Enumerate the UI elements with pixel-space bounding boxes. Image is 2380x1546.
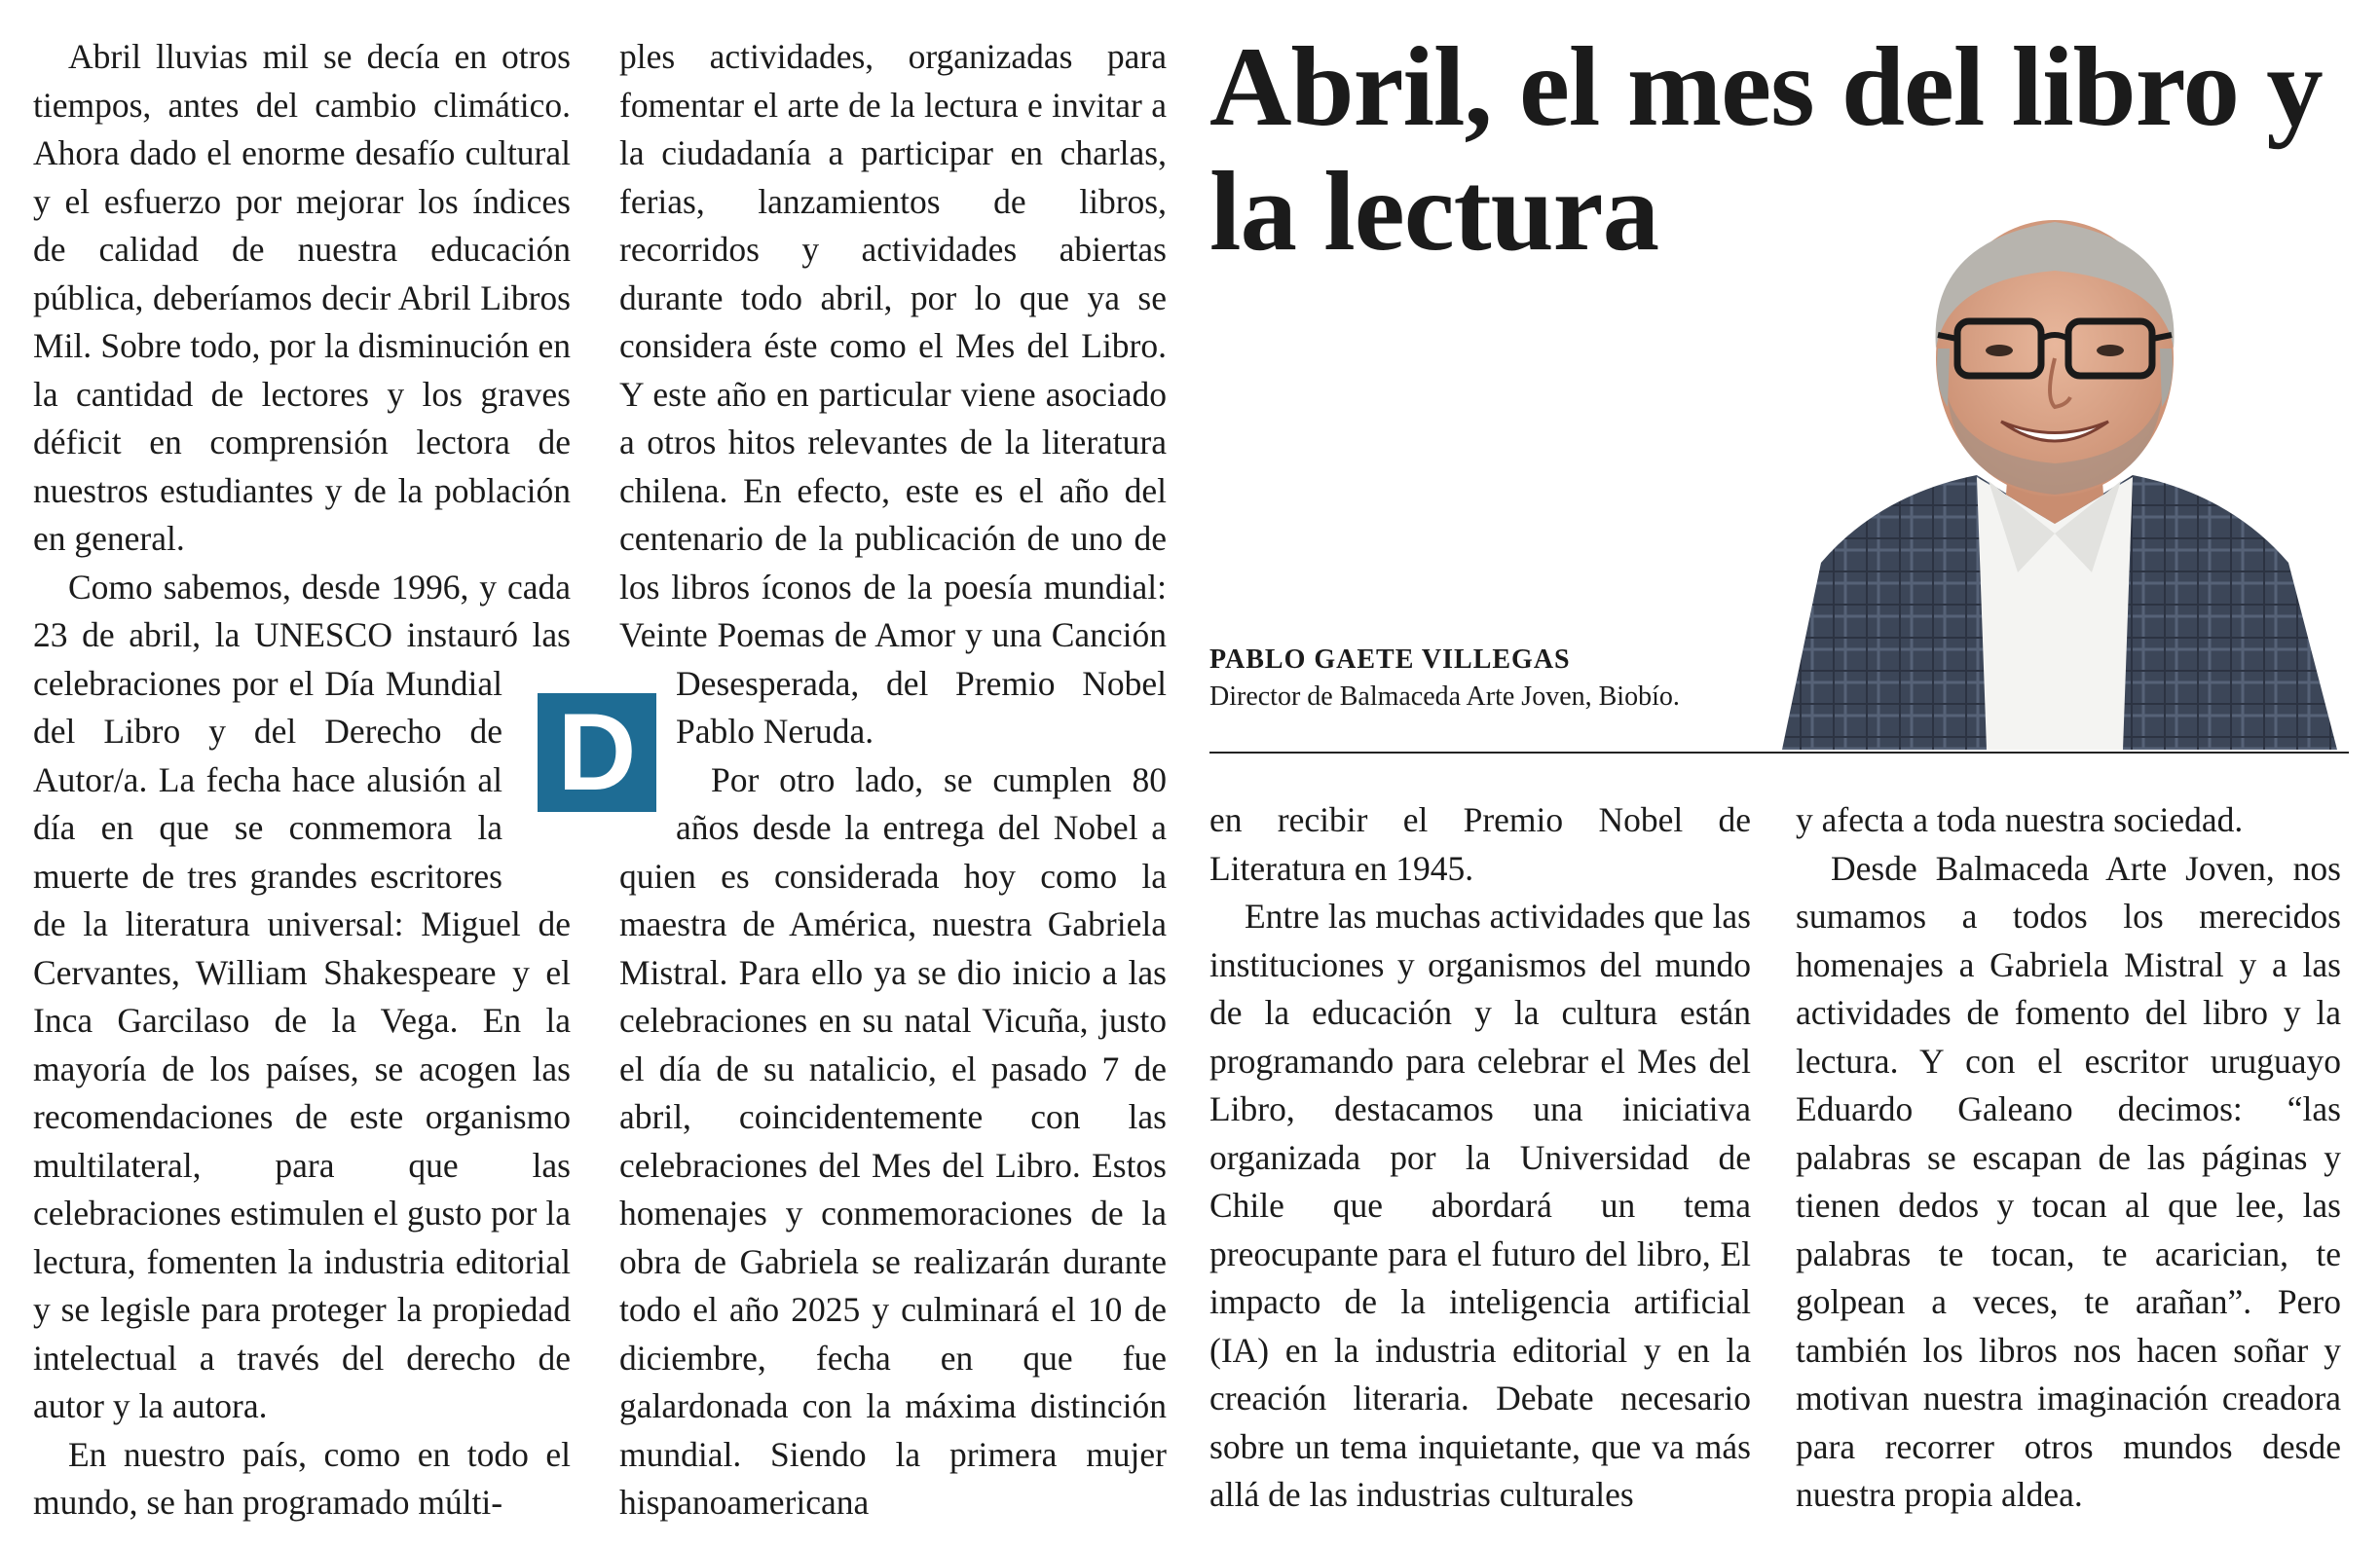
article-column-2 [619, 33, 1167, 1523]
dropcap-letter: D [538, 693, 656, 812]
paragraph-activities-text: ples actividades, organizadas para fomentar el arte de la lectura e invitar a la ciudadanía a participar en charlas, ferias, lanzamientos de libros, recorridos y actividades abiertas durante todo abril, por lo que ya se considera éste como el Mes del Libro. Y este año en particular viene asociado a otros hitos relevantes de la literatura chilena. En efecto, este es el año del centenario de la publicación de uno de los libros íconos de la poesía mundial: Veinte Poemas de Amor y una Canción Desesperada, del Premio Nobel Pablo Neruda. [619, 37, 1167, 751]
author-role: Director de Balmaceda Arte Joven, Biobío. [1209, 681, 1680, 712]
paragraph-activities [619, 33, 1167, 756]
paragraph-our-country: En nuestro país, como en todo el mundo, se han programado múlti- [33, 1434, 571, 1522]
paragraph-nobel-1945: en recibir el Premio Nobel de Literatura en 1945. [1209, 800, 1751, 888]
article-column-3 [1209, 796, 1751, 1523]
paragraph-unesco [33, 564, 571, 1431]
paragraph-unesco-text: Como sabemos, desde 1996, y cada 23 de abril, la UNESCO instauró las celebraciones por el Día Mundial del Libro y del Derecho de Autor/a. La fecha hace alusión al día en que se conmemora la muerte de tres grandes escritores de la literatura universal: Miguel de Cervantes, William Shakespeare y el Inca Garcilaso de la Vega. En la mayoría de los países, se acogen las recomendaciones de este organismo multilateral, para que las celebraciones estimulen el gusto por la lectura, fomenten la industria editorial y se legisle para proteger la propiedad intelectual a través del derecho de autor y la autora. [33, 567, 571, 1425]
paragraph-initiatives: Entre las muchas actividades que las instituciones y organismos del mundo de la educación y la cultura están programando para celebrar el Mes del Libro, destacamos una iniciativa organizada por la Universidad de Chile que abordará un tema preocupante para el futuro del libro, El impacto de la inteligencia artificial (IA) en la industria editorial y en la creación literaria. Debate necesario sobre un tema inquietante, que va más allá de las industrias culturales [1209, 897, 1751, 1514]
article-headline: Abril, el mes del libro y la lectura [1209, 24, 2323, 275]
paragraph-closing: Desde Balmaceda Arte Joven, nos sumamos a todos los merecidos homenajes a Gabriela Mistral y a las actividades de fomento del libro y la lectura. Y con el escritor uruguayo Eduardo Galeano decimos: “las palabras se escapan de las páginas y tienen dedos y tocan al que lee, las palabras te tocan, te acarician, te golpean a veces, te arañan”. Pero también los libros nos hacen soñar y motivan nuestra imaginación creadora para recorrer otros mundos desde nuestra propia aldea. [1796, 848, 2341, 1514]
paragraph-society: y afecta a toda nuestra sociedad. [1796, 800, 2244, 839]
paragraph-intro: Abril lluvias mil se decía en otros tiempos, antes del cambio climático. Ahora dado el enorme desafío cultural y el esfuerzo por mejorar los índices de calidad de nuestra educación pública, deberíamos decir Abril Libros Mil. Sobre todo, por la disminución en la cantidad de lectores y los graves déficit en comprensión lectora de nuestros estudiantes y de la población en general. [33, 37, 571, 558]
divider-line [1209, 752, 2349, 754]
paragraph-mistral: Por otro lado, se cumplen 80 años desde la entrega del Nobel a quien es considerada hoy como la maestra de América, nuestra Gabriela Mistral. Para ello ya se dio inicio a las celebraciones en su natal Vicuña, justo el día de su natalicio, el pasado 7 de abril, coincidentemente con las celebraciones del Mes del Libro. Estos homenajes y conmemoraciones de la obra de Gabriela se realizarán durante todo el año 2025 y culminará el 10 de diciembre, fecha en que fue galardonada con la máxima distinción mundial. Siendo la primera mujer hispanoamericana [619, 759, 1167, 1522]
article-column-4 [1796, 796, 2341, 1523]
author-name: PABLO GAETE VILLEGAS [1209, 644, 1571, 675]
author-portrait [1763, 202, 2347, 750]
article-column-1 [33, 33, 571, 1523]
